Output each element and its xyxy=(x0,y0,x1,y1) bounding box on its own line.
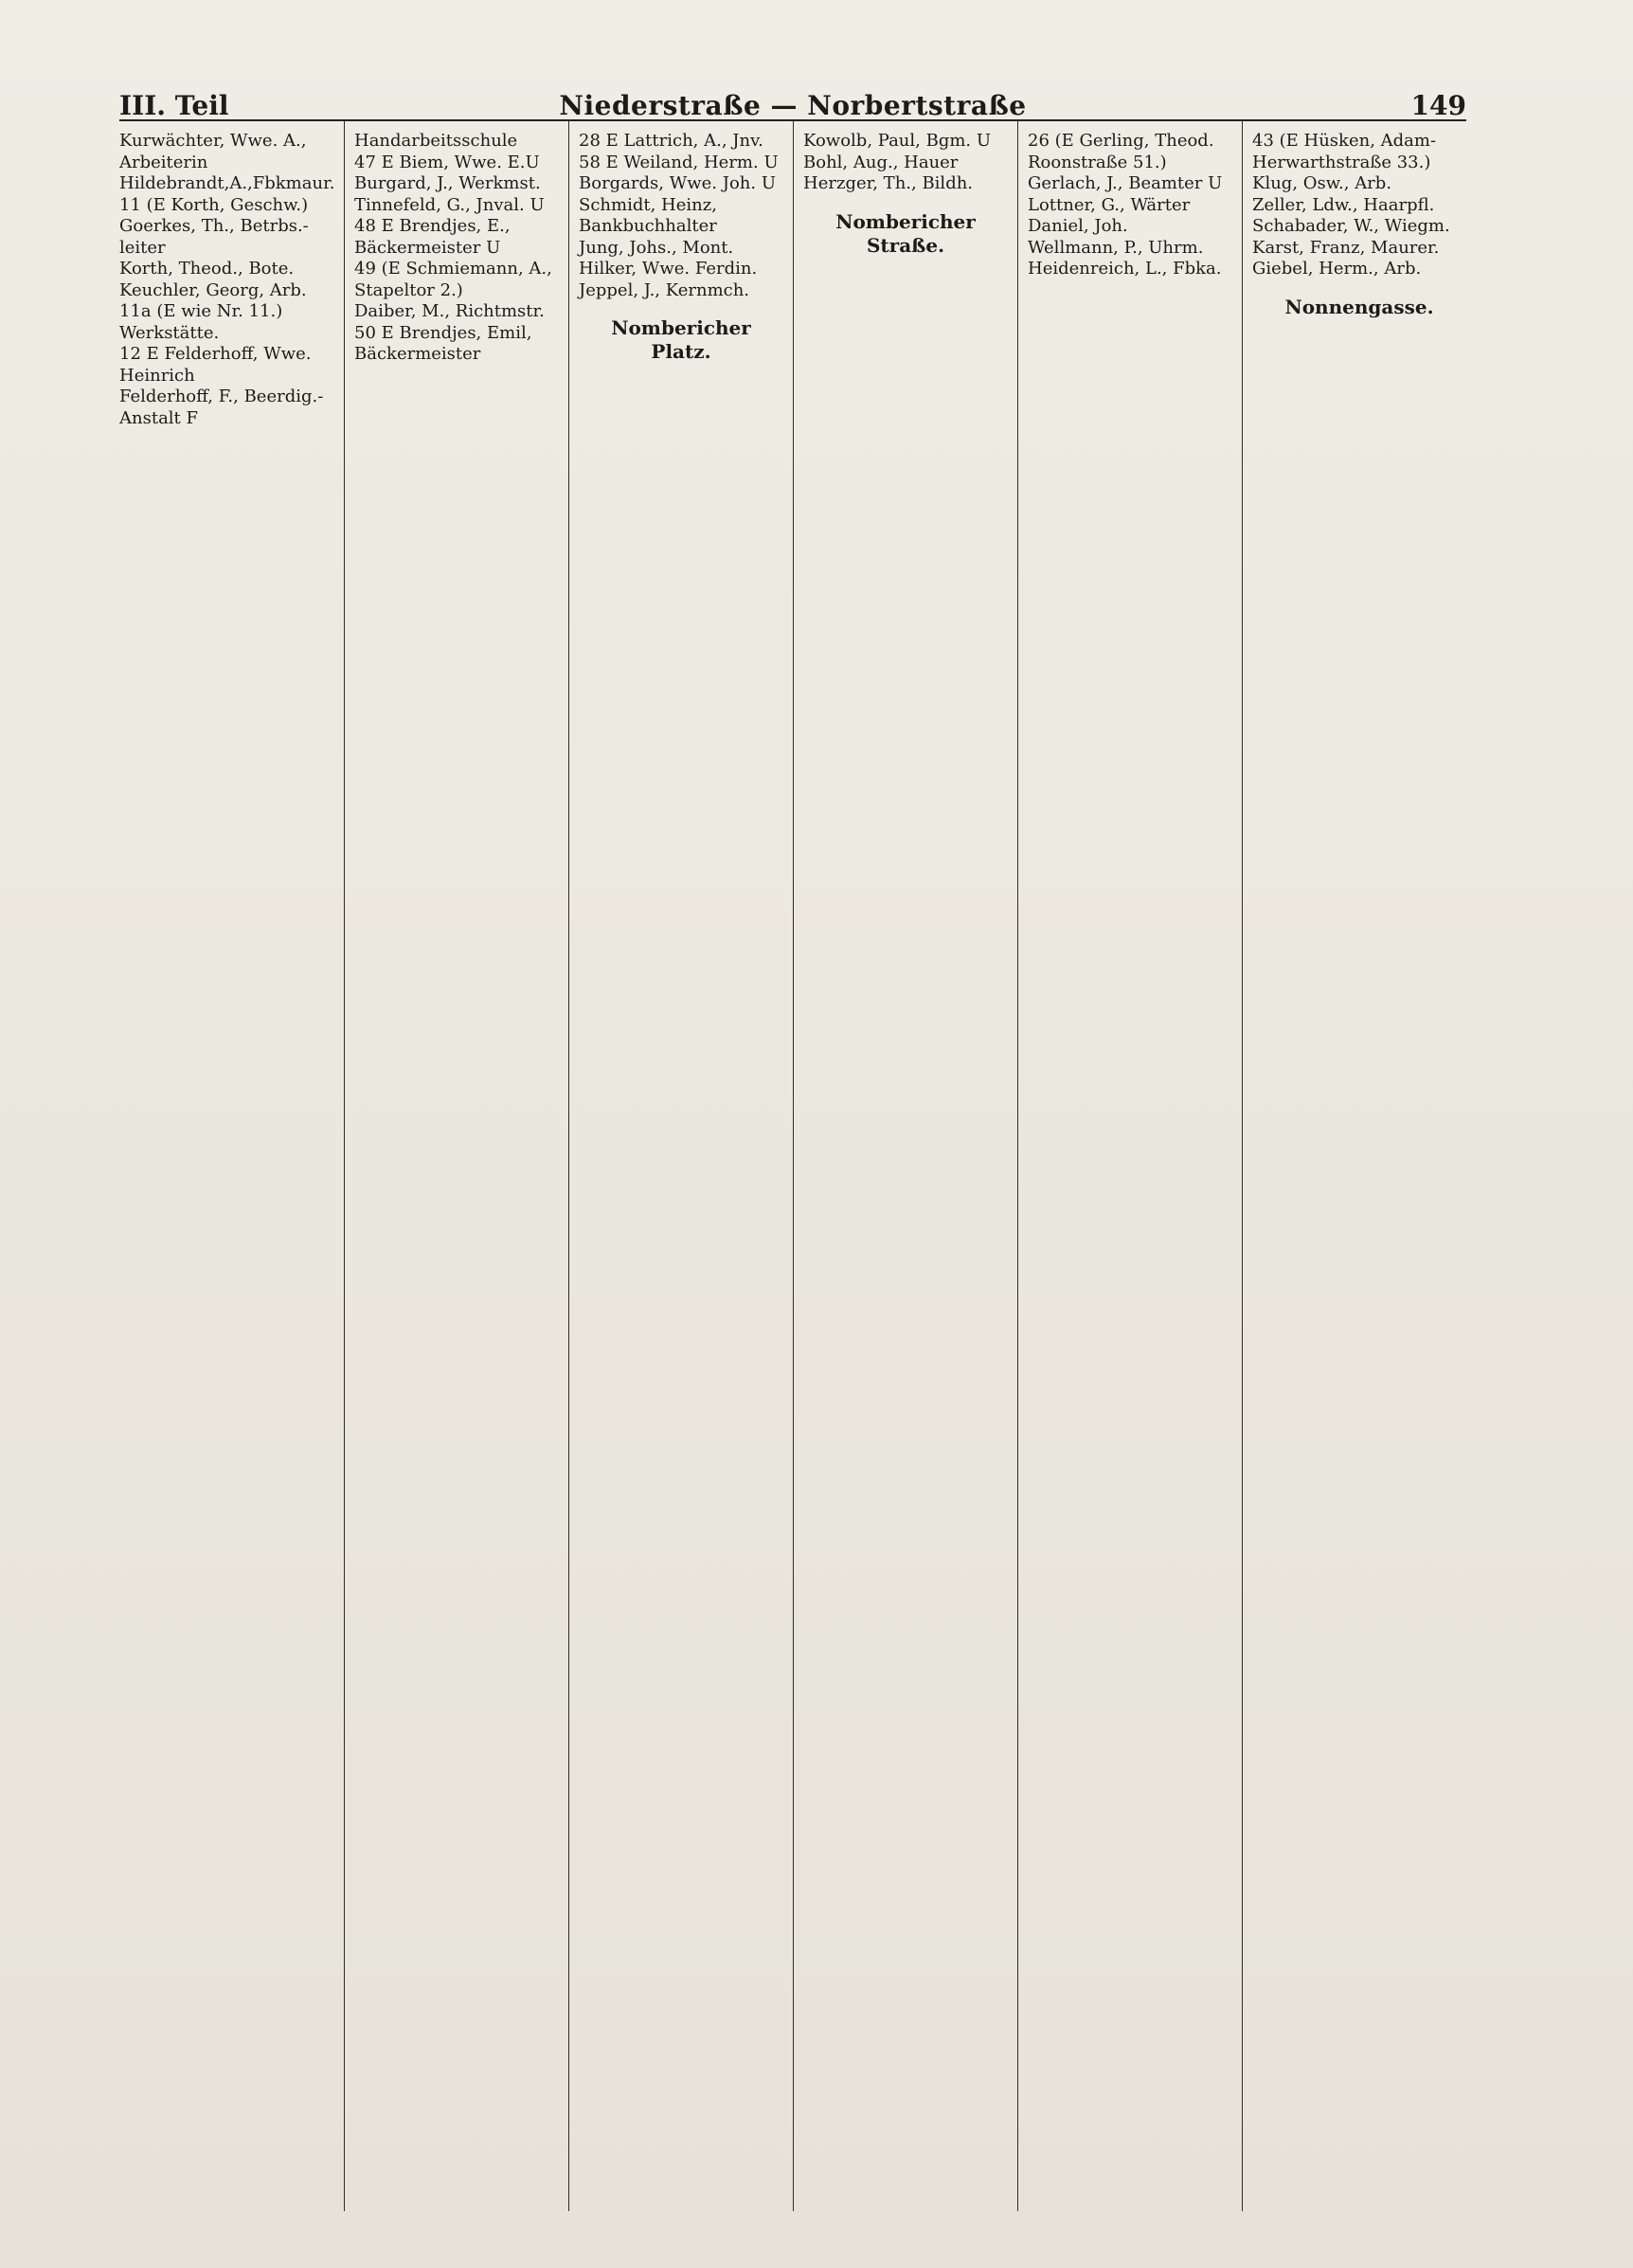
directory-entry: Tinnefeld, G., Jnval. U xyxy=(354,194,545,215)
directory-entry: 50 E Brendjes, Emil, Bäckermeister xyxy=(354,322,532,364)
directory-entry: 26 (E Gerling, Theod. Roonstraße 51.) xyxy=(1028,131,1214,172)
street-section-title: Nombericher Straße. xyxy=(835,209,976,257)
column-3 xyxy=(568,121,793,2211)
directory-entry: Klug, Osw., Arb. xyxy=(1252,173,1392,193)
directory-entry: Borgards, Wwe. Joh. U xyxy=(579,173,776,193)
directory-entry: Korth, Theod., Bote. xyxy=(119,259,295,279)
directory-entry: 43 (E Hüsken, Adam-Herwarthstraße 33.) xyxy=(1252,131,1437,172)
directory-entry: 48 E Brendjes, E., Bäckermeister U xyxy=(354,216,511,258)
directory-entry: Schmidt, Heinz, Bankbuchhalter xyxy=(579,194,717,236)
directory-entry: 47 E Biem, Wwe. E.U xyxy=(354,152,540,172)
page-header xyxy=(119,74,1466,121)
directory-entry: Kurwächter, Wwe. A., Arbeiterin xyxy=(119,131,307,172)
directory-entry: Burgard, J., Werkmst. xyxy=(354,173,541,193)
directory-entry: 58 E Weiland, Herm. U xyxy=(579,152,779,172)
directory-entry: 12 E Felderhoff, Wwe. Heinrich xyxy=(119,344,312,386)
directory-entry: Gerlach, J., Beamter U xyxy=(1028,173,1223,193)
directory-entry: 49 (E Schmiemann, A., Stapeltor 2.) xyxy=(354,259,552,300)
column-2 xyxy=(344,121,568,2211)
column-5 xyxy=(1017,121,1242,2211)
directory-entry: Zeller, Ldw., Haarpfl. xyxy=(1252,194,1435,215)
street-section-title: Nonnengasse. xyxy=(1284,295,1434,318)
directory-entry: Bohl, Aug., Hauer xyxy=(803,152,959,172)
street-section-title: Nombericher Platz. xyxy=(611,316,751,363)
directory-entry: Jeppel, J., Kernmch. xyxy=(579,279,750,300)
directory-entry: Daniel, Joh. xyxy=(1028,216,1128,236)
column-6 xyxy=(1242,121,1466,2211)
directory-entry: Karst, Franz, Maurer. xyxy=(1252,237,1440,258)
directory-entry: Hilker, Wwe. Ferdin. xyxy=(579,259,758,279)
directory-entry: 11a (E wie Nr. 11.) xyxy=(119,301,283,321)
column-4 xyxy=(793,121,1017,2211)
directory-entry: Heidenreich, L., Fbka. xyxy=(1028,259,1222,279)
directory-entry: Handarbeitsschule xyxy=(354,131,518,151)
directory-entry: Jung, Johs., Mont. xyxy=(579,237,734,258)
page-section-label: III. Teil xyxy=(119,90,229,121)
directory-entry: Werkstätte. xyxy=(119,322,220,343)
directory-entry: 11 (E Korth, Geschw.) xyxy=(119,194,309,215)
directory-columns xyxy=(119,121,1466,2211)
directory-entry: 28 E Lattrich, A., Jnv. xyxy=(579,131,763,151)
directory-entry: Felderhoff, F., Beerdig.-Anstalt F xyxy=(119,387,324,428)
column-1 xyxy=(119,121,344,2211)
page-title: Niederstraße — Norbertstraße xyxy=(559,90,1027,121)
directory-entry: Hildebrandt,A.,Fbkmaur. xyxy=(119,173,335,193)
directory-entry: Schabader, W., Wiegm. xyxy=(1252,216,1450,236)
directory-entry: Wellmann, P., Uhrm. xyxy=(1028,237,1204,258)
directory-entry: Giebel, Herm., Arb. xyxy=(1252,259,1422,279)
directory-entry: Herzger, Th., Bildh. xyxy=(803,173,974,193)
directory-entry: Lottner, G., Wärter xyxy=(1028,194,1191,215)
directory-entry: Goerkes, Th., Betrbs.-leiter xyxy=(119,216,309,258)
directory-entry: Kowolb, Paul, Bgm. U xyxy=(803,131,992,151)
directory-entry: Keuchler, Georg, Arb. xyxy=(119,279,307,300)
page-number: 149 xyxy=(1410,90,1466,121)
directory-entry: Daiber, M., Richtmstr. xyxy=(354,301,545,321)
